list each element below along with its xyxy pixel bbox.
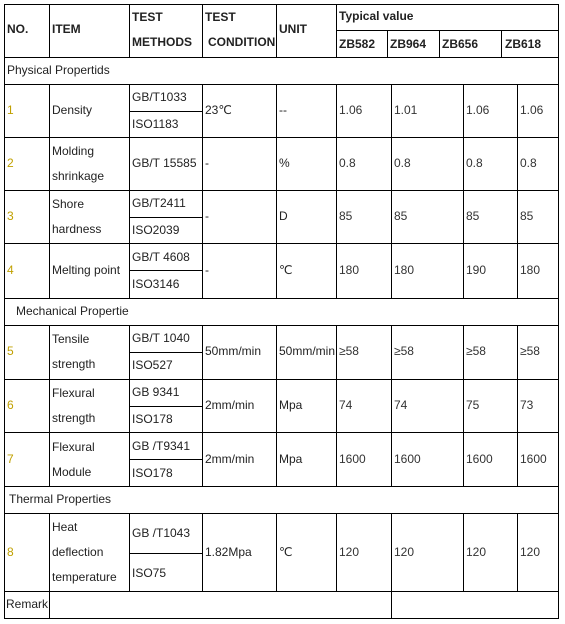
row-value: 74 xyxy=(339,398,353,412)
hline xyxy=(4,137,559,138)
vline xyxy=(202,84,203,299)
row-value: 85 xyxy=(339,209,353,223)
row-value: 180 xyxy=(394,263,415,277)
row-method: GB /T9341 xyxy=(132,439,191,453)
row-value: 75 xyxy=(466,398,480,412)
row-method: GB/T2411 xyxy=(132,196,186,210)
header-test-condition-line2: CONDITION xyxy=(208,35,276,49)
row-value: 180 xyxy=(520,263,541,277)
row-unit: ℃ xyxy=(279,263,293,277)
row-value: 1600 xyxy=(339,452,366,466)
row-item: Flexural xyxy=(52,386,95,400)
hline xyxy=(4,486,559,487)
hline xyxy=(4,57,559,58)
vline xyxy=(49,84,50,299)
row-no: 5 xyxy=(7,344,14,358)
header-grade-zb618: ZB618 xyxy=(505,37,542,51)
vline xyxy=(391,325,392,487)
row-no: 7 xyxy=(7,452,14,466)
header-grade-zb656: ZB656 xyxy=(442,37,479,51)
row-value: 180 xyxy=(339,263,360,277)
row-no: 1 xyxy=(7,103,14,117)
vline xyxy=(517,84,518,299)
row-method: GB/T1033 xyxy=(132,90,187,104)
row-item: Melting point xyxy=(52,263,121,277)
vline xyxy=(129,84,130,299)
vline xyxy=(4,4,5,619)
remark-label: Remark xyxy=(6,597,49,611)
row-value: ≥58 xyxy=(520,344,540,358)
row-value: 85 xyxy=(466,209,480,223)
row-method: GB 9341 xyxy=(132,385,180,399)
vline xyxy=(501,30,502,58)
row-value: 0.8 xyxy=(394,156,411,170)
row-value: 85 xyxy=(520,209,534,223)
row-item: Heat xyxy=(52,520,78,534)
header-typical-value: Typical value xyxy=(339,9,414,23)
header-unit: UNIT xyxy=(279,22,307,36)
hline xyxy=(4,513,559,514)
row-value: 1600 xyxy=(466,452,493,466)
row-value: ≥58 xyxy=(466,344,486,358)
row-method: GB /T1043 xyxy=(132,526,191,540)
row-item: hardness xyxy=(52,222,102,236)
vline xyxy=(391,591,392,619)
hline xyxy=(129,553,202,554)
header-test-methods-line1: TEST xyxy=(132,10,163,24)
vline xyxy=(517,513,518,592)
row-value: 120 xyxy=(339,545,360,559)
vline xyxy=(463,84,464,299)
row-item: Molding xyxy=(52,144,95,158)
row-condition: - xyxy=(205,263,209,277)
header-grade-zb964: ZB964 xyxy=(390,37,427,51)
row-value: 1.06 xyxy=(520,103,544,117)
vline xyxy=(463,513,464,592)
row-value: 1.01 xyxy=(394,103,418,117)
hline xyxy=(129,270,202,271)
hline xyxy=(4,379,559,380)
header-test-methods-line2: METHODS xyxy=(132,35,192,49)
header-test-condition-line1: TEST xyxy=(205,10,236,24)
row-unit: Mpa xyxy=(279,398,303,412)
row-no: 8 xyxy=(7,545,14,559)
row-condition: 23℃ xyxy=(205,103,232,117)
row-value: 1.06 xyxy=(466,103,490,117)
vline xyxy=(387,30,388,58)
vline xyxy=(336,325,337,487)
row-method: ISO527 xyxy=(132,358,173,372)
row-condition: 2mm/min xyxy=(205,452,255,466)
row-method: GB/T 1040 xyxy=(132,331,190,345)
row-value: ≥58 xyxy=(339,344,359,358)
row-value: ≥58 xyxy=(394,344,414,358)
row-item: Flexural xyxy=(52,440,95,454)
row-value: 0.8 xyxy=(520,156,537,170)
row-method: ISO75 xyxy=(132,566,167,580)
vline xyxy=(276,4,277,58)
row-method: ISO1183 xyxy=(132,117,179,131)
hline xyxy=(4,432,559,433)
hline xyxy=(4,84,559,85)
vline xyxy=(336,84,337,299)
header-item: ITEM xyxy=(52,22,81,36)
header-no: NO. xyxy=(7,22,29,36)
vline xyxy=(276,325,277,487)
row-value: 1600 xyxy=(520,452,547,466)
vline xyxy=(391,84,392,299)
hline xyxy=(4,591,559,592)
row-value: 85 xyxy=(394,209,408,223)
section-physical: Physical Propertids xyxy=(7,63,110,77)
hline xyxy=(4,298,559,299)
row-item: strength xyxy=(52,357,96,371)
row-no: 6 xyxy=(7,398,14,412)
vline xyxy=(336,4,337,58)
row-method: GB/T 4608 xyxy=(132,250,190,264)
row-value: 74 xyxy=(394,398,408,412)
vline xyxy=(129,513,130,592)
row-item: strength xyxy=(52,411,96,425)
vline xyxy=(276,513,277,592)
section-thermal: Thermal Properties xyxy=(9,492,112,506)
row-no: 3 xyxy=(7,209,14,223)
vline xyxy=(129,4,130,58)
vline xyxy=(129,325,130,487)
row-value: 73 xyxy=(520,398,534,412)
hline xyxy=(129,217,202,218)
row-no: 4 xyxy=(7,263,14,277)
vline xyxy=(276,84,277,299)
row-value: 120 xyxy=(520,545,541,559)
row-method: ISO2039 xyxy=(132,223,180,237)
hline xyxy=(4,618,559,619)
vline xyxy=(517,325,518,487)
row-item: Density xyxy=(52,103,93,117)
row-condition: 50mm/min xyxy=(205,344,262,358)
vline xyxy=(49,513,50,592)
row-value: 190 xyxy=(466,263,487,277)
row-unit: D xyxy=(279,209,288,223)
section-mechanical: Mechanical Propertie xyxy=(16,304,129,318)
row-condition: 2mm/min xyxy=(205,398,255,412)
vline xyxy=(49,591,50,619)
row-value: 0.8 xyxy=(466,156,483,170)
hline xyxy=(129,406,202,407)
row-item: Shore xyxy=(52,197,85,211)
vline xyxy=(202,513,203,592)
row-item: shrinkage xyxy=(52,169,105,183)
vline xyxy=(49,325,50,487)
row-no: 2 xyxy=(7,156,14,170)
hline xyxy=(4,4,559,5)
row-method: GB/T 15585 xyxy=(132,156,197,170)
row-item: Module xyxy=(52,465,92,479)
row-unit: Mpa xyxy=(279,452,303,466)
row-unit: -- xyxy=(279,103,287,117)
vline xyxy=(202,325,203,487)
row-value: 1600 xyxy=(394,452,421,466)
row-value: 1.06 xyxy=(339,103,363,117)
row-value: 0.8 xyxy=(339,156,356,170)
vline xyxy=(439,30,440,58)
row-unit: ℃ xyxy=(279,545,293,559)
row-item: deflection xyxy=(52,545,104,559)
hline xyxy=(4,243,559,244)
row-unit: 50mm/min xyxy=(279,344,336,358)
vline xyxy=(463,325,464,487)
hline xyxy=(129,352,202,353)
row-method: ISO178 xyxy=(132,412,173,426)
hline xyxy=(129,459,202,460)
vline xyxy=(336,513,337,592)
row-method: ISO3146 xyxy=(132,277,180,291)
header-grade-zb582: ZB582 xyxy=(339,37,376,51)
vline xyxy=(558,4,559,619)
row-method: ISO178 xyxy=(132,466,173,480)
row-condition: 1.82Mpa xyxy=(205,545,252,559)
row-unit: % xyxy=(279,156,290,170)
row-condition: - xyxy=(205,156,209,170)
vline xyxy=(202,4,203,58)
row-item: Tensile xyxy=(52,332,90,346)
hline xyxy=(4,325,559,326)
row-condition: - xyxy=(205,209,209,223)
hline xyxy=(4,190,559,191)
row-item: temperature xyxy=(52,570,117,584)
vline xyxy=(49,4,50,58)
row-value: 120 xyxy=(466,545,487,559)
hline xyxy=(336,30,559,31)
row-value: 120 xyxy=(394,545,415,559)
hline xyxy=(129,111,202,112)
vline xyxy=(391,513,392,592)
